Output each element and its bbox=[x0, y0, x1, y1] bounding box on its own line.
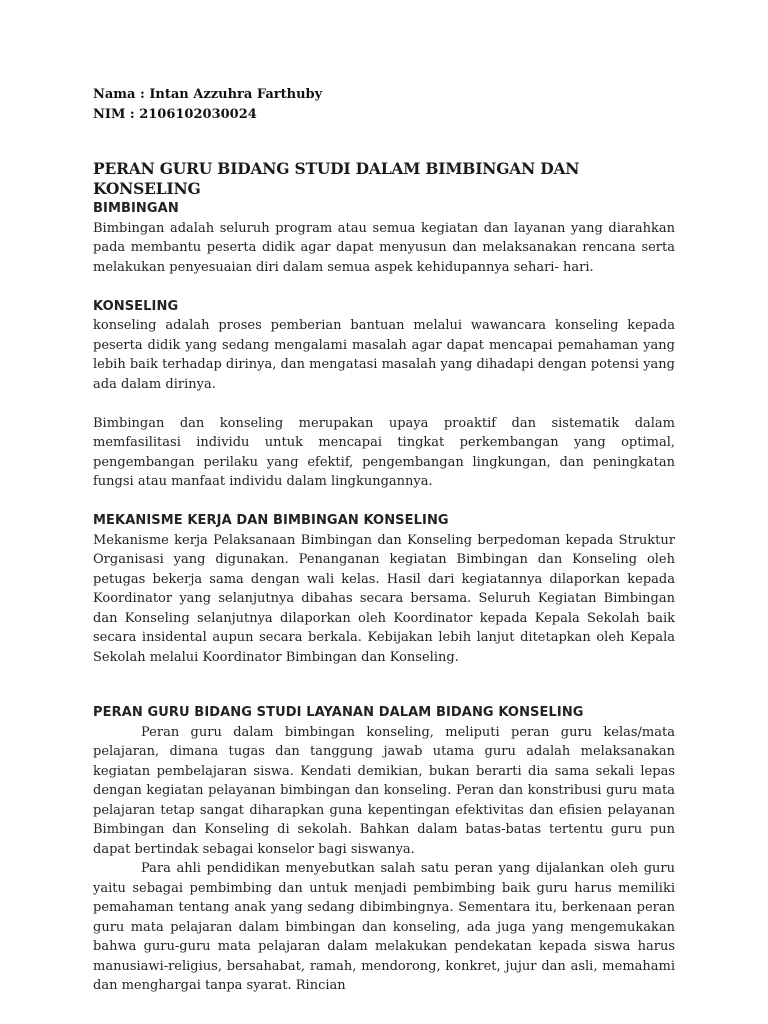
section-heading: KONSELING bbox=[93, 298, 179, 314]
section-heading: MEKANISME KERJA DAN BIMBINGAN KONSELING bbox=[93, 513, 449, 528]
section-body: Bimbingan dan konseling merupakan upaya proaktif dan sistematik dalam memfasilitasi individu untuk mencapai tingkat perkembangan yang optimal, pengembangan perilaku yang efektif, pengembangan lingkungan, dan peningkatan fungsi atau manfaat individu dalam lingkungannya. bbox=[93, 415, 675, 489]
section-body: konseling adalah proses pemberian bantuan melalui wawancara konseling kepada peserta didik yang sedang mengalami masalah agar dapat mencapai pemahaman yang lebih baik terhadap dirinya, dan mengatasi masalah yang dihadapi dengan potensi yang ada dalam dirinya. bbox=[93, 318, 675, 392]
section-peran bbox=[93, 703, 675, 996]
document-page bbox=[93, 85, 675, 996]
section-mekanisme bbox=[93, 511, 675, 667]
section-body: Peran guru dalam bimbingan konseling, meliputi peran guru kelas/mata pelajaran, dimana tugas dan tanggung jawab utama guru adalah melaksanakan kegiatan pembelajaran siswa. Kendati demikian, bukan berarti dia sama sekali lepas dengan kegiatan pelayanan bimbingan dan konseling. Peran dan konstribusi guru mata pelajaran tetap sangat diharapkan guna kepentingan efektivitas dan efisien pelayanan Bimbingan dan Konseling di sekolah. Bahkan dalam batas-batas tertentu guru pun dapat bertindak sebagai konselor bagi siswanya. bbox=[93, 724, 675, 857]
section-body: Mekanisme kerja Pelaksanaan Bimbingan dan Konseling berpedoman kepada Struktur Organisasi yang digunakan. Penanganan kegiatan Bimbingan dan Konseling oleh petugas bekerja sama dengan wali kelas. Hasil dari kegiatannya dilaporkan kepada Koordinator yang selanjutnya dibahas secara bersama. Seluruh Kegiatan Bimbingan dan Konseling selanjutnya dilaporkan oleh Koordinator kepada Kepala Sekolah baik secara insidental aupun secara berkala. Kebijakan lebih lanjut ditetapkan oleh Kepala Sekolah melalui Koordinator Bimbingan dan Konseling. bbox=[93, 532, 675, 665]
section-heading: BIMBINGAN bbox=[93, 201, 179, 216]
student-name: Nama : Intan Azzuhra Farthuby bbox=[93, 87, 323, 102]
section-konseling bbox=[93, 297, 675, 492]
document-title: PERAN GURU BIDANG STUDI DALAM BIMBINGAN DAN KONSELING bbox=[93, 159, 580, 198]
section-body: Bimbingan adalah seluruh program atau semua kegiatan dan layanan yang diarahkan pada membantu peserta didik agar dapat menyusun dan melaksanakan rencana serta melakukan penyesuaian diri dalam semua aspek kehidupannya sehari- hari. bbox=[93, 220, 675, 275]
section-heading: PERAN GURU BIDANG STUDI LAYANAN DALAM BIDANG KONSELING bbox=[93, 705, 584, 720]
section-body: Para ahli pendidikan menyebutkan salah satu peran yang dijalankan oleh guru yaitu sebagai pembimbing dan untuk menjadi pembimbing baik guru harus memiliki pemahaman tentang anak yang sedang dibimbingnya. Sementara itu, berkenaan peran guru mata pelajaran dalam bimbingan dan konseling, ada juga yang mengemukakan bahwa guru-guru mata pelajaran dalam melakukan pendekatan kepada siswa harus manusiawi-religius, bersahabat, ramah, mendorong, konkret, jujur dan asli, memahami dan menghargai tanpa syarat. Rincian bbox=[93, 861, 675, 993]
section-bimbingan bbox=[93, 199, 675, 277]
student-nim: NIM : 2106102030024 bbox=[93, 107, 257, 122]
